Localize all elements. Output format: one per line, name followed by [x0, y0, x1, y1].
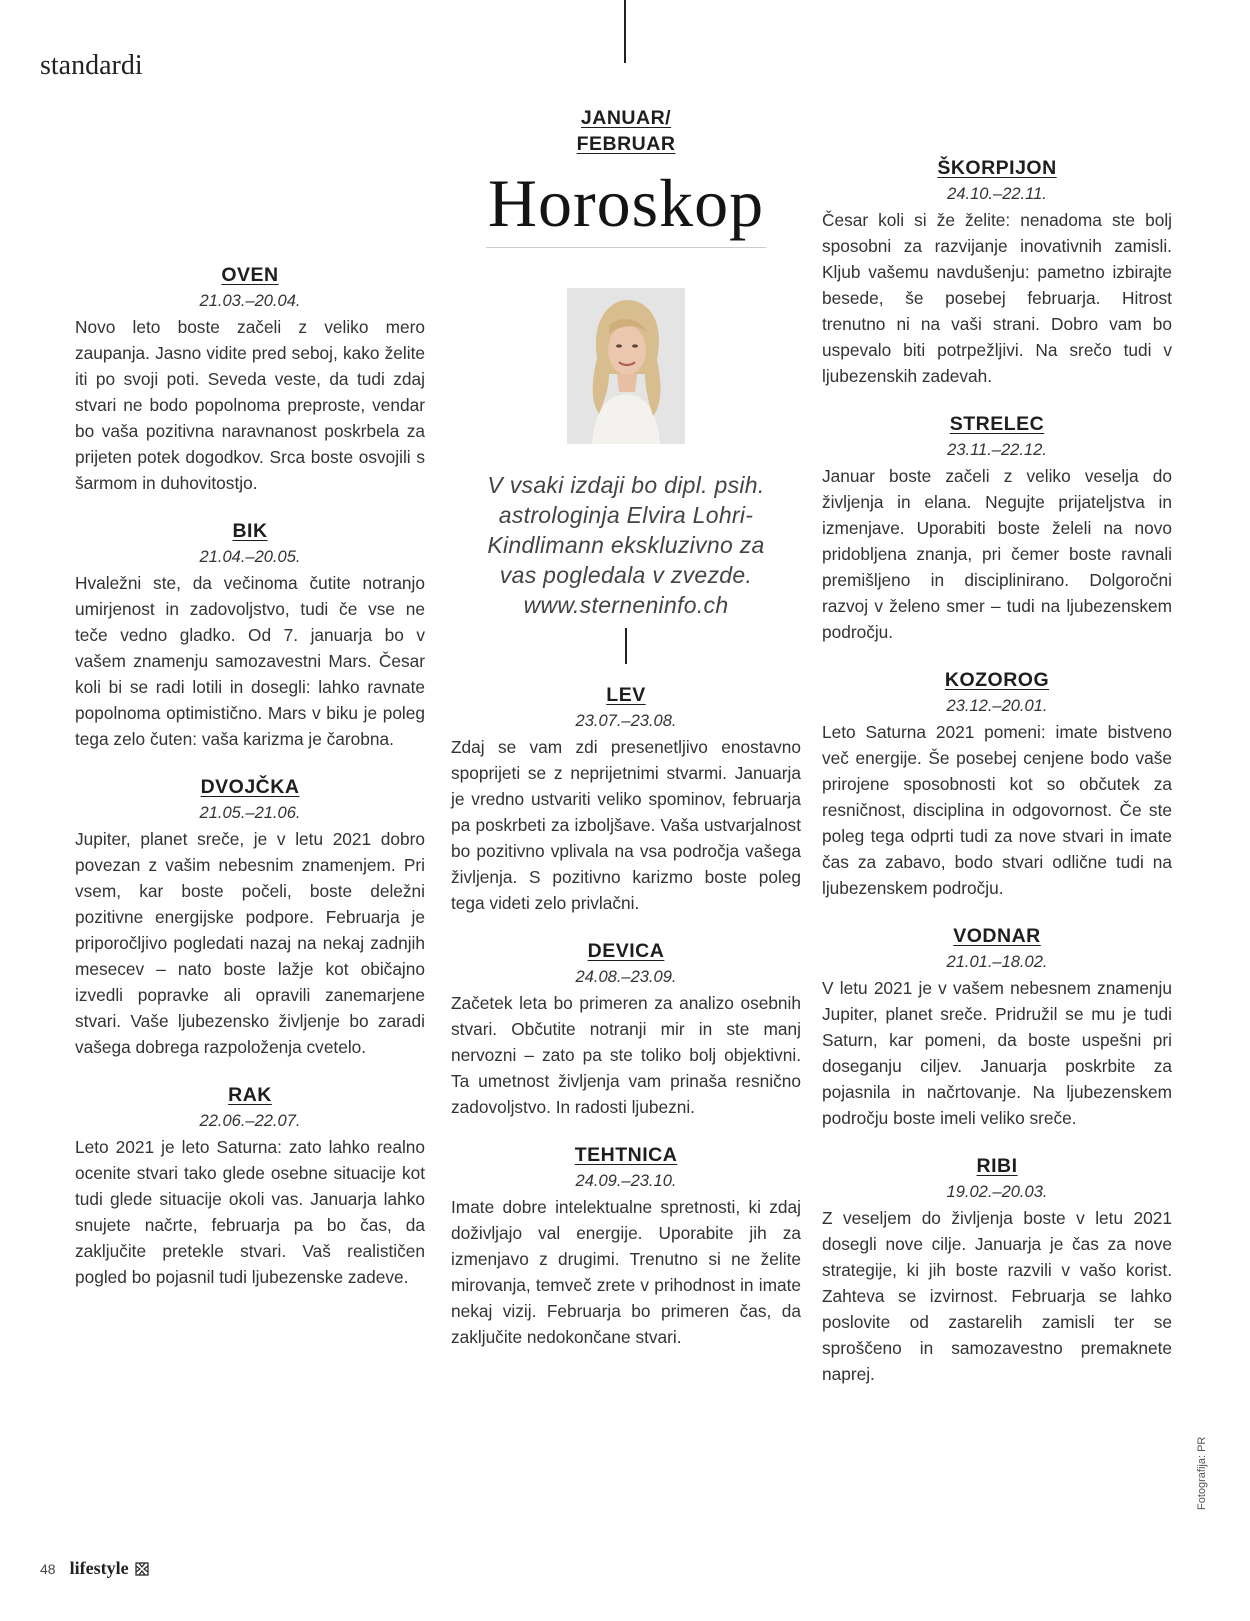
sign-name: RIBI — [976, 1155, 1018, 1177]
sign-text: Leto Saturna 2021 pomeni: imate bistveno več energije. Še posebej cenjene bodo vaše prirojene sposobnosti kot so občutek za resničnost, disciplina in odgovornost. Če ste poleg tega odprti tudi za nove stvari in imate čas za zabavo, bodo stvari odlične tudi na ljubezenskem področju. — [822, 722, 1172, 898]
sign-text: Začetek leta bo primeren za analizo osebnih stvari. Občutite notranji mir in ste manj nervozni – zato pa ste toliko bolj objektivni. Ta umetnost življenja vam prinaša resnično zadovoljstvo. In radosti ljubezni. — [451, 993, 801, 1117]
brand-logo-icon — [135, 1562, 149, 1576]
sign-name: ŠKORPIJON — [937, 157, 1057, 179]
sign-skorpijon — [822, 155, 1172, 389]
issue-label-line2: FEBRUAR — [576, 133, 676, 155]
middle-column — [451, 105, 801, 1372]
sign-text: Jupiter, planet sreče, je v letu 2021 dobro povezan z vašim nebesnim znamenjem. Pri vsem, kar boste počeli, boste deležni pozitivne energijske podpore. Februarja je priporočljivo pogledati nazaj na nekaj zadnjih mesecev – nato boste lažje kot običajno izvedli popravke ali opravili zanemarjene stvari. Vaše ljubezensko življenje bo zaradi vašega dobrega razpoloženja cvetelo. — [75, 829, 425, 1057]
intro-line: astrologinja Elvira Lohri- — [498, 502, 754, 528]
sign-dates: 23.07.–23.08. — [575, 712, 677, 730]
sign-text: Z veseljem do življenja boste v letu 2021 dosegli nove cilje. Januarja je čas za nove strategije, ki jih boste razvili v vašo korist. Zahteva se izvirnost. Februarja se lahko poslovite od zastarelih zamisli ter se sproščeno in samozavestno premaknete naprej. — [822, 1208, 1172, 1384]
sign-name: TEHTNICA — [574, 1144, 678, 1166]
intro-line: Kindlimann ekskluzivno za — [487, 532, 765, 558]
sign-name: BIK — [232, 520, 268, 542]
astrologer-portrait — [567, 288, 685, 444]
left-column — [75, 262, 425, 1312]
sign-dates: 22.06.–22.07. — [199, 1112, 301, 1130]
middle-divider — [625, 628, 627, 664]
sign-dates: 23.11.–22.12. — [947, 441, 1047, 459]
sign-name: OVEN — [221, 264, 279, 286]
sign-dates: 21.01.–18.02. — [946, 953, 1048, 971]
sign-text: V letu 2021 je v vašem nebesnem znamenju Jupiter, planet sreče. Pridružil se mu je tudi Saturn, kar pomeni, da boste uspešni pri doseganju ciljev. Januarja poskrbite za pojasnila in načrtovanje. Na ljubezenskem področju boste imeli veliko sreče. — [822, 978, 1172, 1128]
sign-dates: 21.04.–20.05. — [199, 548, 301, 566]
sign-text: Hvaležni ste, da večinoma čutite notranjo umirjenost in zadovoljstvo, tudi če vse ne teče vedno gladko. Od 7. januarja bo v vašem znamenju samozavestni Mars. Česar koli bi se radi lotili in dosegli: lahko ravnate popolnoma optimistično. Mars v biku je poleg tega zelo čuten: vaša karizma je čarobna. — [75, 573, 425, 749]
sign-name: KOZOROG — [944, 669, 1050, 691]
sign-dates: 23.12.–20.01. — [946, 697, 1048, 715]
portrait-illustration — [567, 288, 685, 444]
issue-label — [451, 105, 801, 157]
sign-ribi — [822, 1153, 1172, 1387]
sign-devica — [451, 938, 801, 1120]
sign-strelec — [822, 411, 1172, 645]
page-footer — [40, 1558, 149, 1579]
page-title: Horoskop — [487, 165, 765, 241]
sign-vodnar — [822, 923, 1172, 1131]
sign-text: Novo leto boste začeli z veliko mero zaupanja. Jasno vidite pred seboj, kako želite iti po svoji poti. Seveda veste, da tudi zdaj stvari ne bodo popolnoma preproste, vendar bo vaša pozitivna naravnanost poskrbela za prijeten potek dogodkov. Srca boste osvojili s šarmom in duhovitostjo. — [75, 317, 425, 493]
sign-text: Leto 2021 je leto Saturna: zato lahko realno ocenite stvari tako glede osebne situacije kot tudi glede situacije okoli vas. Januarja lahko snujete načrte, februarja pa bo čas, da zaključite pretekle stvari. Vaš realističen pogled bo pojasnil tudi ljubezenske zadeve. — [75, 1137, 425, 1287]
sign-text: Česar koli si že želite: nenadoma ste bolj sposobni za razvijanje inovativnih zamisli. Kljub vašemu navdušenju: pametno izbirajte besede, še posebej februarja. Hitrost trenutno ni na vaši strani. Dobro vam bo uspevalo biti potrpežljivi. Na srečo tudi v ljubezenskih zadevah. — [822, 210, 1172, 386]
sign-dates: 21.03.–20.04. — [199, 292, 301, 310]
sign-bik — [75, 518, 425, 752]
sign-name: STRELEC — [949, 413, 1045, 435]
issue-label-line1: JANUAR/ — [580, 107, 672, 129]
sign-dvojcka — [75, 774, 425, 1060]
photo-credit: Fotografija: PR — [1196, 1436, 1208, 1510]
sign-name: DEVICA — [587, 940, 665, 962]
brand-name: lifestyle — [69, 1558, 129, 1578]
sign-tehtnica — [451, 1142, 801, 1350]
right-column — [822, 155, 1172, 1409]
sign-name: LEV — [606, 684, 646, 706]
sign-dates: 24.10.–22.11. — [947, 185, 1047, 203]
sign-dates: 19.02.–20.03. — [946, 1183, 1048, 1201]
sign-lev — [451, 682, 801, 916]
sign-rak — [75, 1082, 425, 1290]
page-number: 48 — [40, 1560, 56, 1577]
intro-text — [451, 470, 801, 620]
sign-name: DVOJČKA — [200, 776, 300, 798]
top-divider — [624, 0, 626, 63]
intro-line: V vsaki izdaji bo dipl. psih. — [487, 472, 765, 498]
sign-kozorog — [822, 667, 1172, 901]
sign-dates: 24.09.–23.10. — [575, 1172, 677, 1190]
intro-line: vas pogledala v zvezde. — [499, 562, 753, 588]
section-label: standardi — [40, 50, 143, 81]
sign-text: Imate dobre intelektualne spretnosti, ki zdaj doživljajo val energije. Uporabite jih za izmenjavo z drugimi. Trenutno si ne želite mirovanja, temveč zrete v prihodnost in imate nekaj vizij. Februarja bo primeren čas, da zaključite nedokončane stvari. — [451, 1197, 801, 1347]
sign-text: Januar boste začeli z veliko veselja do življenja in elana. Negujte prijateljstva in izmenjave. Uporabiti boste želeli na novo pridobljena znanja, pri čemer boste ravnali premišljeno in disciplinirano. Dolgoročni razvoj v želeno smer – tudi na ljubezenskem področju. — [822, 466, 1172, 642]
sign-oven — [75, 262, 425, 496]
sign-name: RAK — [228, 1084, 272, 1106]
sign-dates: 24.08.–23.09. — [575, 968, 677, 986]
title-underline — [486, 247, 766, 248]
sign-dates: 21.05.–21.06. — [199, 804, 301, 822]
website-link[interactable]: www.sterneninfo.ch — [523, 592, 729, 618]
sign-name: VODNAR — [953, 925, 1041, 947]
sign-text: Zdaj se vam zdi presenetljivo enostavno spoprijeti se z neprijetnimi stvarmi. Januarja je vredno ustvariti veliko spominov, februarja pa poskrbeti za izboljšave. Vaša ustvarjalnost bo pozitivno vplivala na vsa področja vašega življenja. S pozitivno karizmo boste poleg tega videti zelo privlačni. — [451, 737, 801, 913]
